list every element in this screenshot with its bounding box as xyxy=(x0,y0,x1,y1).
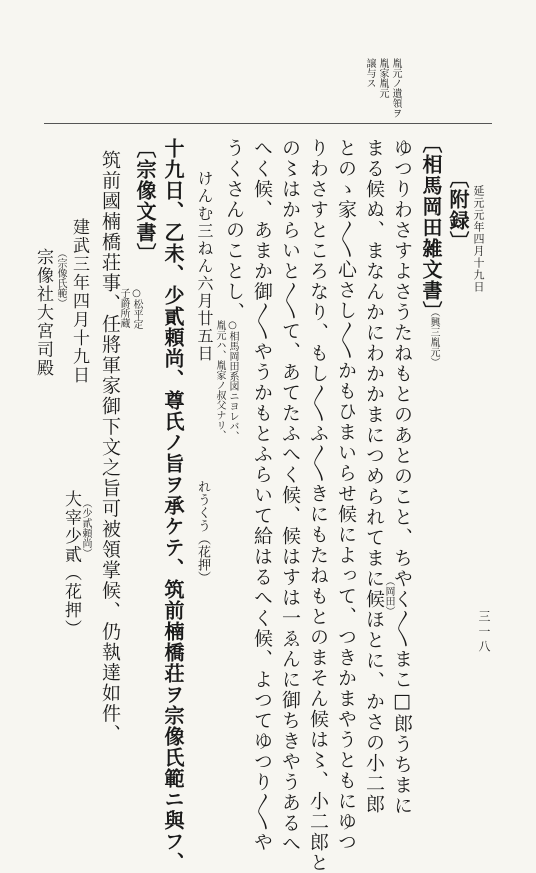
doc2-sender-note: （少貳頼尚） xyxy=(80,498,91,558)
doc1-line-4: りわさすところなり、もし〳〵ふ〳〵きにもたねもとのまそん候は〻、小二郎と xyxy=(307,138,329,873)
doc2-date: 建武三年四月十九日 xyxy=(69,218,89,385)
genealogy-line-1: ○相馬岡田系図ニヨレバ、 xyxy=(227,320,238,441)
doc2-recipient-note: （宗像氏範） xyxy=(55,248,66,308)
doc1-line-1: ゆつりわさすよさうたねもとのあとのこと、ちやく〳〵まこ□郎うちまに xyxy=(391,138,413,816)
doc2-intro: 十九日、乙未、少貳頼尚、尊氏ノ旨ヲ承ケテ、筑前楠橋荘ヲ宗像氏範ニ與フ、 xyxy=(161,138,185,873)
doc1-note-2: （岡田） xyxy=(383,576,394,616)
doc1-line-5: の〻はからいと〳〵て、あてたふへく候、候はすは一ゑんに御ちきやうあるへ xyxy=(279,138,301,854)
doc1-signature: れうくう（花押） xyxy=(195,480,210,584)
archive-line-2: 子爵所蔵 xyxy=(118,288,129,328)
headnote-line-3: 譲与ス xyxy=(364,58,375,88)
doc1-title: 〔相馬岡田雑文書〕 xyxy=(419,133,443,322)
doc1-genealogy-note xyxy=(214,320,237,441)
doc2-sender: 大宰少貳（花押） xyxy=(61,490,81,638)
doc1-line-7: うくさんのことし、 xyxy=(223,138,245,323)
headnote-line-1: 胤元ノ遺領ヲ xyxy=(390,58,401,118)
page-number: 三一八 xyxy=(477,610,491,655)
headnote-line-2: 胤家胤元 xyxy=(377,58,388,98)
doc1-line-6: へく候、あまか御〳〵やうかもとふらいて給はるへく候、よつてゆつり〳〵や xyxy=(251,138,273,853)
doc1-note-1: （興三胤元） xyxy=(428,307,439,367)
genealogy-line-2: 胤元ハ、胤家ノ叔父ナリ、 xyxy=(214,320,225,440)
doc2-recipient: 宗像社大宮司殿 xyxy=(33,248,53,378)
doc1-date: けんむ三ねん六月廿五日 xyxy=(195,170,214,363)
archive-line-1: ○松平定 xyxy=(131,288,142,329)
doc1-line-3: とのゝ家〳〵心さし〳〵かもひまいらせ候によって、つきかまやうともにゆつ xyxy=(335,138,357,853)
appendix-heading: 〔附録〕 xyxy=(446,168,470,252)
running-date: 延元元年四月十九日 xyxy=(472,185,485,293)
doc2-archive-note xyxy=(118,288,141,329)
headnote xyxy=(364,58,400,118)
doc1-line-2: まる候ぬ、まなんかにわかかまにつめられてまに候ほとに、かさの小二郎 xyxy=(363,138,385,815)
header-rule xyxy=(44,123,492,124)
doc2-title: 〔宗像文書〕 xyxy=(133,138,157,264)
doc2-body: 筑前國楠橋荘事、任將軍家御下文之旨可被領掌候、仍執達如件、 xyxy=(99,150,121,745)
